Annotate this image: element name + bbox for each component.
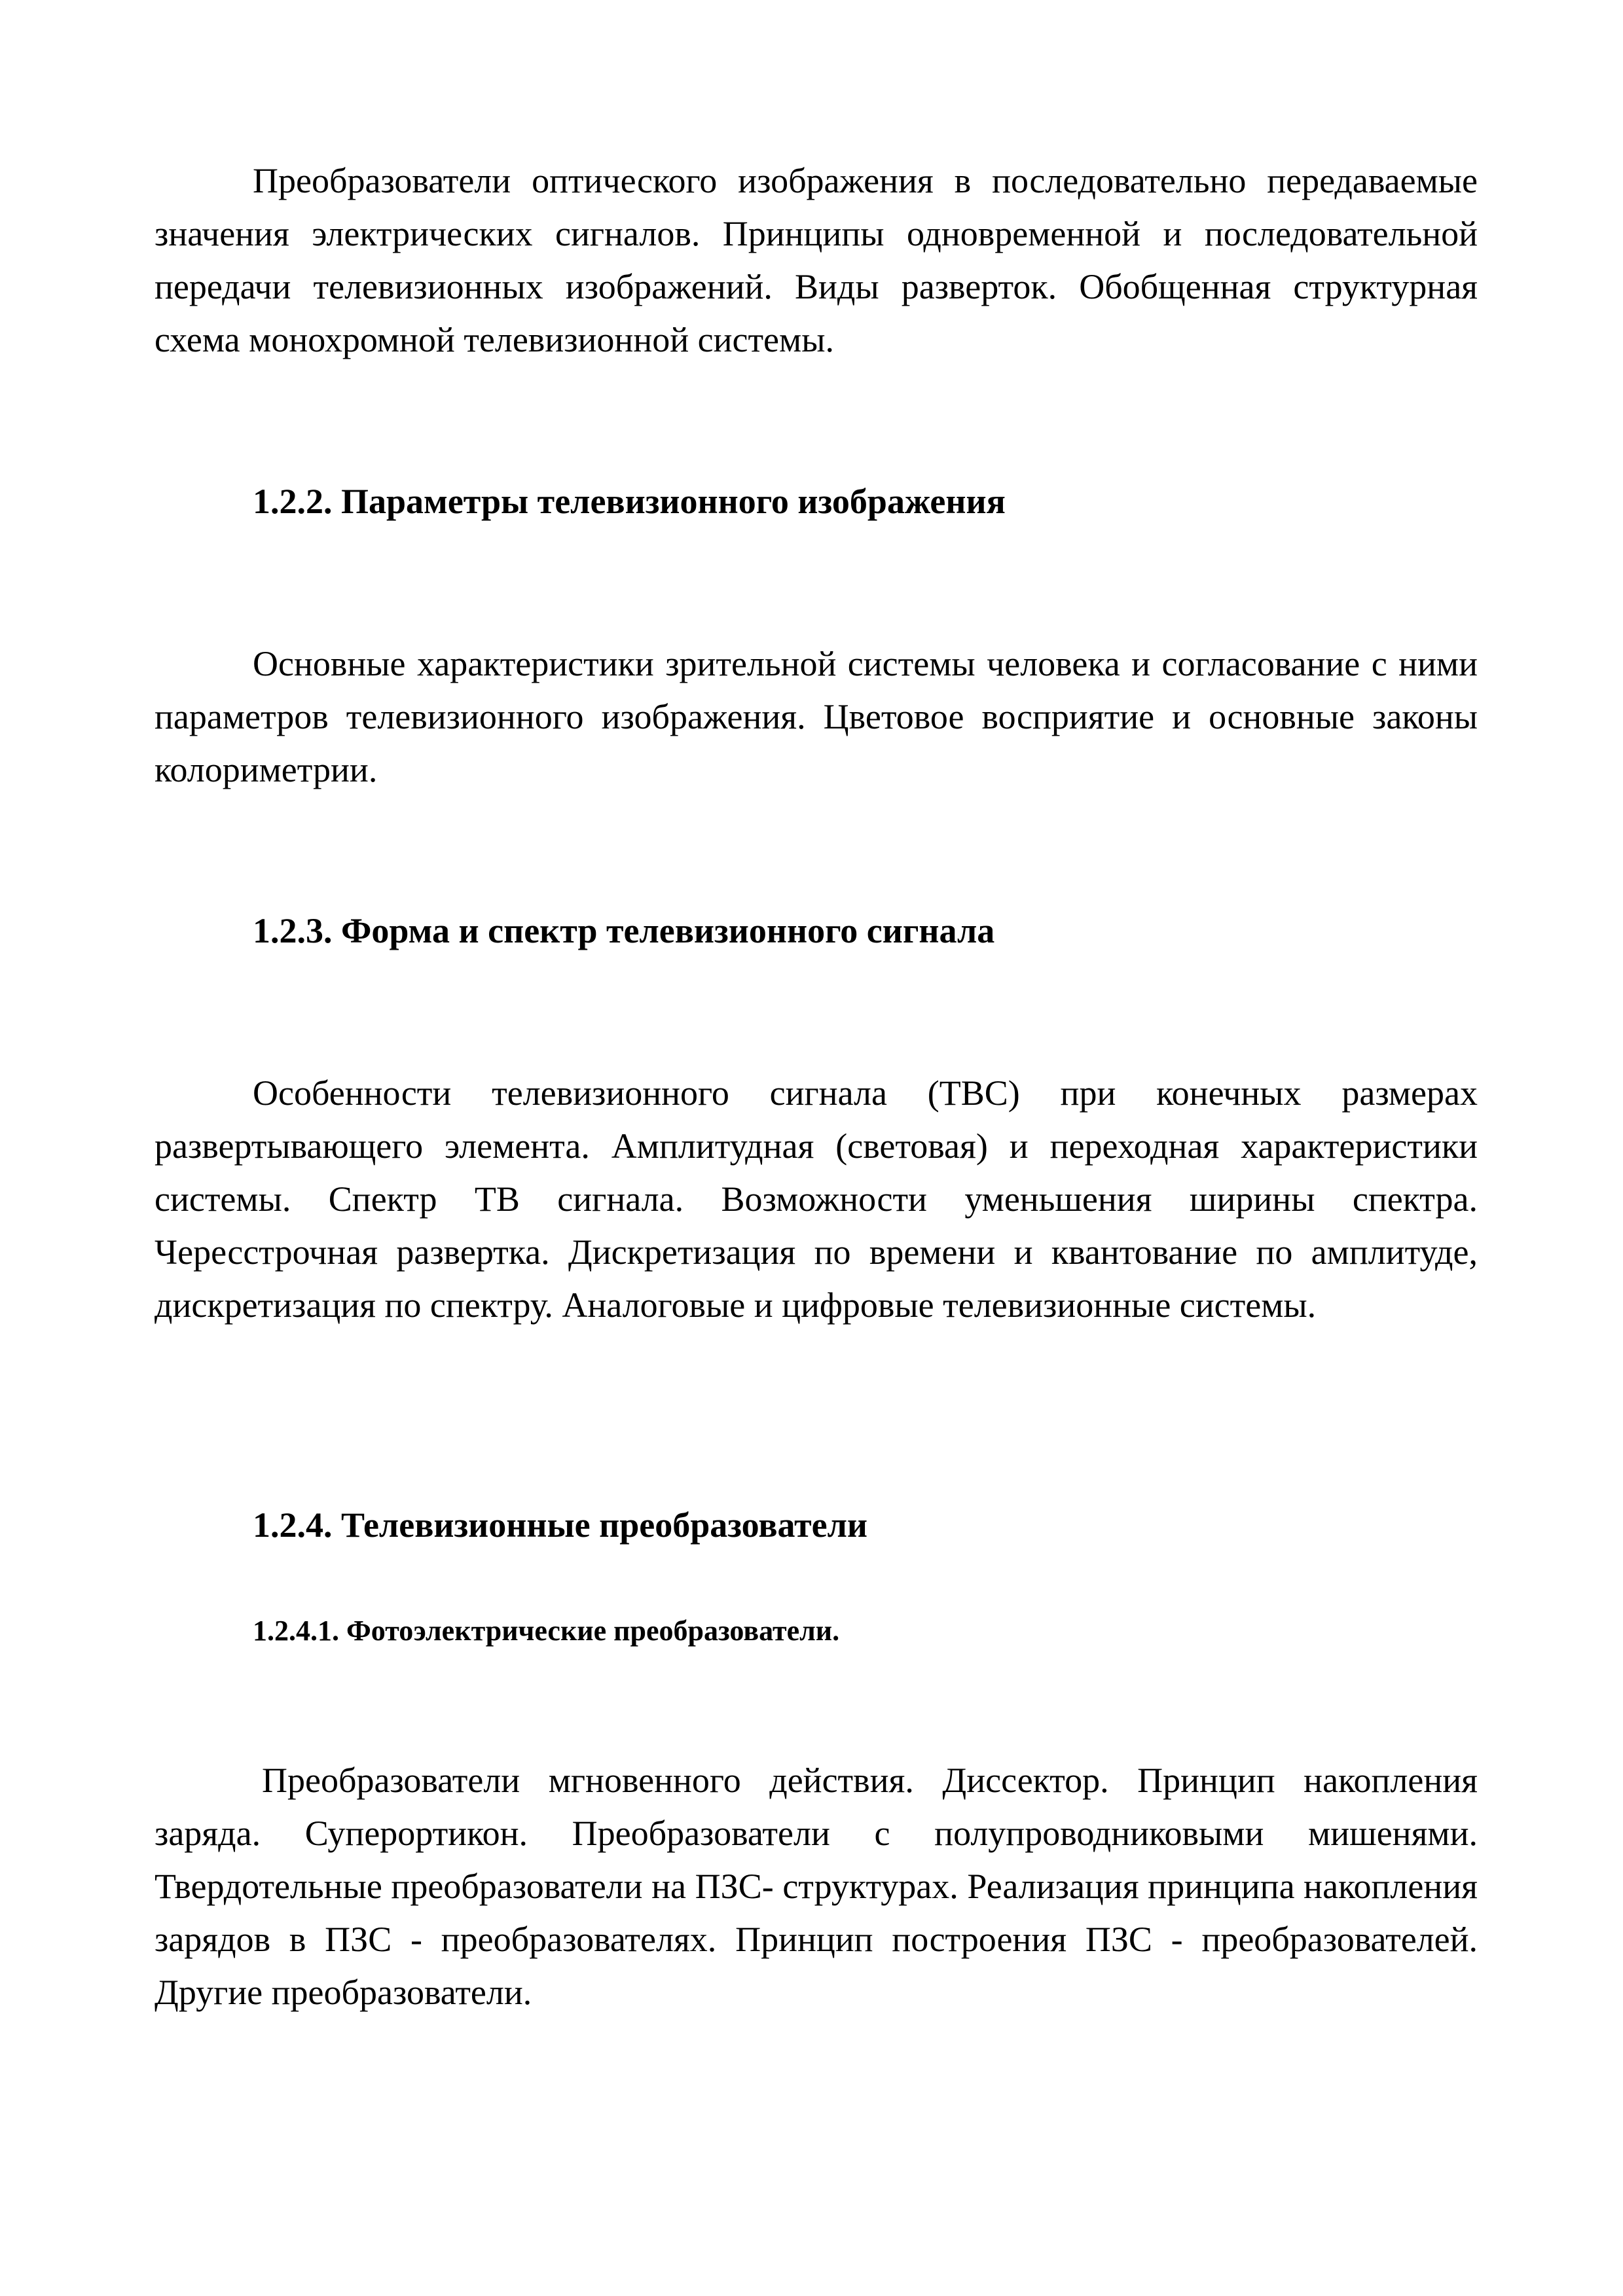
paragraph-tv-signal: Особенности телевизионного сигнала (ТВС) при конечных размерах развертывающего элемента. Амплитудная (световая) и переходная характеристики системы. Спектр ТВ сигнала. Возможности уменьшения ширины спектра. Чересстрочная развертка. Дискретизация по времени и квантование по амплитуде, дискретизация по спектру. Аналоговые и цифровые телевизионные системы. xyxy=(155,1073,1478,1325)
paragraph-photoelectric-converters: Преобразователи мгновенного действия. Диссектор. Принцип накопления заряда. Суперортикон. Преобразователи с полупроводниковыми мишенями. Твердотельные преобразователи на ПЗС- структурах. Реализация принципа накопления зарядов в ПЗС - преобразователях. Принцип построения ПЗС - преобразователей. Другие преобразователи. xyxy=(155,1761,1478,2012)
paragraph-visual-system: Основные характеристики зрительной системы человека и согласование с ними параметров телевизионного изображения. Цветовое восприятие и основные законы колориметрии. xyxy=(155,644,1478,789)
heading-1-2-4-1: 1.2.4.1. Фотоэлектрические преобразователи. xyxy=(253,1615,840,1647)
heading-1-2-4: 1.2.4. Телевизионные преобразователи xyxy=(253,1505,867,1545)
heading-1-2-3: 1.2.3. Форма и спектр телевизионного сигнала xyxy=(253,911,995,950)
heading-1-2-2: 1.2.2. Параметры телевизионного изображения xyxy=(253,482,1006,521)
paragraph-optical-converters: Преобразователи оптического изображения в последовательно передаваемые значения электрических сигналов. Принципы одновременной и последовательной передачи телевизионных изображений. Виды разверток. Обобщенная структурная схема монохромной телевизионной системы. xyxy=(155,161,1478,359)
